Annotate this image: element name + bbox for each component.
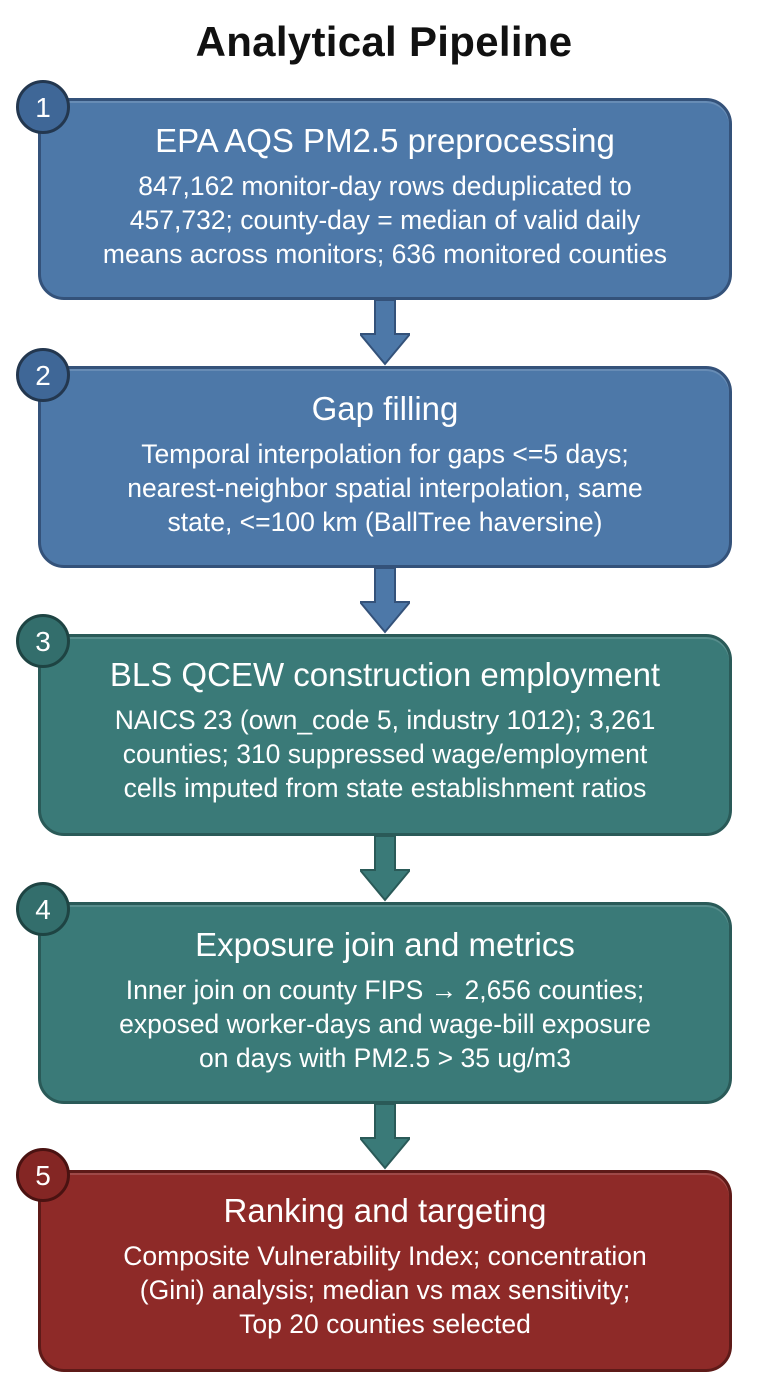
step-5-line: Top 20 counties selected bbox=[239, 1309, 531, 1339]
step-5-box bbox=[38, 1170, 732, 1372]
down-arrow-icon bbox=[360, 836, 410, 902]
down-arrow-icon bbox=[360, 300, 410, 366]
step-5-line: (Gini) analysis; median vs max sensitivity; bbox=[139, 1275, 631, 1305]
step-2-line: Temporal interpolation for gaps <=5 days; bbox=[141, 439, 629, 469]
step-5-heading: Ranking and targeting bbox=[223, 1192, 547, 1229]
step-2-box bbox=[38, 366, 732, 568]
step-2-line: state, <=100 km (BallTree haversine) bbox=[167, 507, 603, 537]
step-1-number-badge: 1 bbox=[16, 80, 70, 134]
step-2-line: nearest-neighbor spatial interpolation, same bbox=[127, 473, 643, 503]
step-3-description bbox=[41, 703, 729, 805]
step-4-line: on days with PM2.5 > 35 ug/m3 bbox=[199, 1043, 571, 1073]
step-3-number-badge: 3 bbox=[16, 614, 70, 668]
step-1-description bbox=[41, 169, 729, 271]
page-title: Analytical Pipeline bbox=[195, 18, 573, 65]
step-3-line: cells imputed from state establishment ratios bbox=[123, 773, 647, 803]
down-arrow-icon bbox=[360, 1104, 410, 1170]
step-2-description bbox=[41, 437, 729, 539]
step-4-description bbox=[41, 973, 729, 1075]
step-4-box bbox=[38, 902, 732, 1104]
step-2-heading: Gap filling bbox=[311, 390, 459, 427]
step-1-heading: EPA AQS PM2.5 preprocessing bbox=[155, 122, 615, 159]
step-1-line: means across monitors; 636 monitored counties bbox=[102, 239, 668, 269]
step-2-number-badge: 2 bbox=[16, 348, 70, 402]
step-3-line: counties; 310 suppressed wage/employment bbox=[122, 739, 648, 769]
step-1-line: 847,162 monitor-day rows deduplicated to bbox=[138, 171, 632, 201]
step-1-box bbox=[38, 98, 732, 300]
step-3-line: NAICS 23 (own_code 5, industry 1012); 3,261 bbox=[114, 705, 656, 735]
step-4-line: exposed worker-days and wage-bill exposure bbox=[119, 1009, 651, 1039]
step-1-line: 457,732; county-day = median of valid daily bbox=[129, 205, 641, 235]
step-5-description bbox=[41, 1239, 729, 1341]
step-3-heading: BLS QCEW construction employment bbox=[109, 656, 661, 693]
step-4-heading: Exposure join and metrics bbox=[195, 926, 575, 963]
down-arrow-icon bbox=[360, 568, 410, 634]
step-4-number-badge: 4 bbox=[16, 882, 70, 936]
step-4-line: Inner join on county FIPS → 2,656 counties; bbox=[125, 975, 645, 1005]
step-3-box bbox=[38, 634, 732, 836]
step-5-number-badge: 5 bbox=[16, 1148, 70, 1202]
step-5-line: Composite Vulnerability Index; concentration bbox=[123, 1241, 647, 1271]
